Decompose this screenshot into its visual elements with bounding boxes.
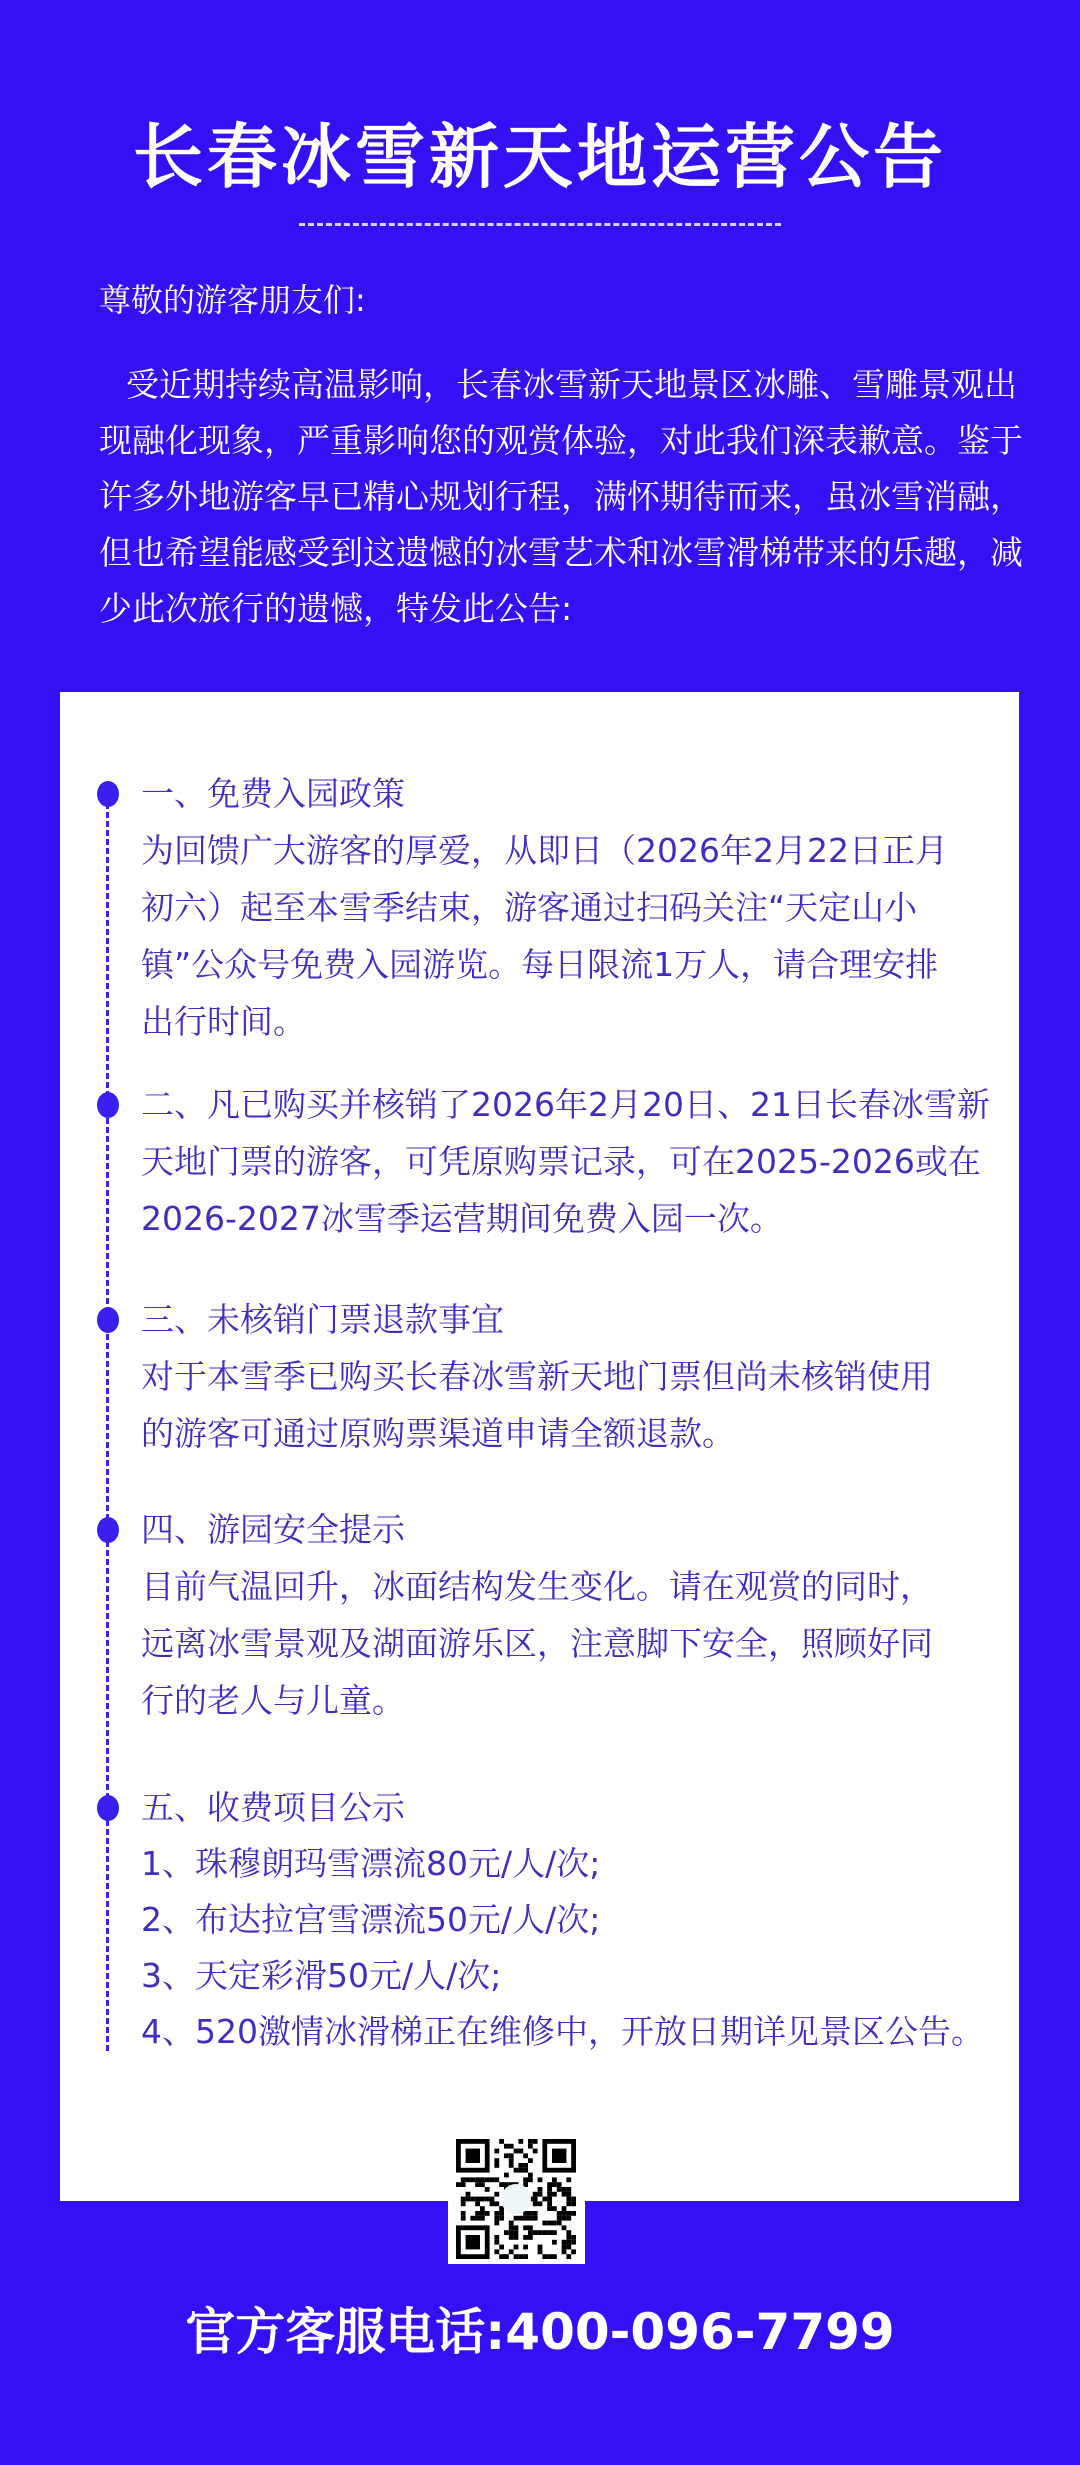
section-heading: 二、凡已购买并核销了2026年2月20日、21日长春冰雪新 [141, 1085, 990, 1124]
timeline-bullet-icon [97, 1307, 119, 1333]
intro-line: 但也希望能感受到这遗憾的冰雪艺术和冰雪滑梯带来的乐趣，减 [99, 533, 1023, 572]
qr-code[interactable] [448, 2135, 585, 2264]
timeline-bullet-icon [97, 1795, 119, 1821]
section-line: 出行时间。 [141, 1002, 306, 1041]
intro-line: 现融化现象，严重影响您的观赏体验，对此我们深表歉意。鉴于 [99, 421, 1023, 460]
timeline-bullet-icon [97, 781, 119, 807]
timeline-line [106, 794, 109, 2051]
title-divider [299, 223, 781, 226]
page-title: 长春冰雪新天地运营公告 [133, 116, 947, 198]
section-line: 镇”公众号免费入园游览。每日限流1万人，请合理安排 [141, 945, 939, 984]
section-line: 2026-2027冰雪季运营期间免费入园一次。 [141, 1199, 783, 1238]
section-heading: 四、游园安全提示 [141, 1510, 405, 1549]
section-line: 初六）起至本雪季结束，游客通过扫码关注“天定山小 [141, 888, 918, 927]
section-line: 远离冰雪景观及湖面游乐区，注意脚下安全，照顾好同 [141, 1624, 933, 1663]
section-heading: 三、未核销门票退款事宜 [141, 1300, 504, 1339]
section-line: 的游客可通过原购票渠道申请全额退款。 [141, 1414, 735, 1453]
section-line: 4、520激情冰滑梯正在维修中，开放日期详见景区公告。 [141, 2012, 984, 2051]
section-line: 3、天定彩滑50元/人/次; [141, 1956, 502, 1995]
customer-service-phone: 官方客服电话:400-096-7799 [185, 2303, 895, 2361]
section-heading: 五、收费项目公示 [141, 1788, 405, 1827]
timeline-bullet-icon [97, 1092, 119, 1118]
section-line: 对于本雪季已购买长春冰雪新天地门票但尚未核销使用 [141, 1357, 933, 1396]
timeline-bullet-icon [97, 1517, 119, 1543]
section-line: 天地门票的游客，可凭原购票记录，可在2025-2026或在 [141, 1142, 981, 1181]
intro-line: 许多外地游客早已精心规划行程，满怀期待而来，虽冰雪消融， [99, 477, 1023, 516]
section-line: 2、布达拉宫雪漂流50元/人/次; [141, 1900, 601, 1939]
greeting: 尊敬的游客朋友们: [99, 281, 366, 319]
section-heading: 一、免费入园政策 [141, 774, 405, 813]
section-line: 目前气温回升，冰面结构发生变化。请在观赏的同时， [141, 1567, 933, 1606]
qr-code-image [448, 2135, 585, 2264]
section-line: 行的老人与儿童。 [141, 1681, 405, 1720]
intro-line: 受近期持续高温影响，长春冰雪新天地景区冰雕、雪雕景观出 [126, 365, 1017, 404]
section-line: 为回馈广大游客的厚爱，从即日（2026年2月22日正月 [141, 831, 948, 870]
section-line: 1、珠穆朗玛雪漂流80元/人/次; [141, 1844, 601, 1883]
intro-line: 少此次旅行的遗憾，特发此公告: [99, 589, 573, 628]
